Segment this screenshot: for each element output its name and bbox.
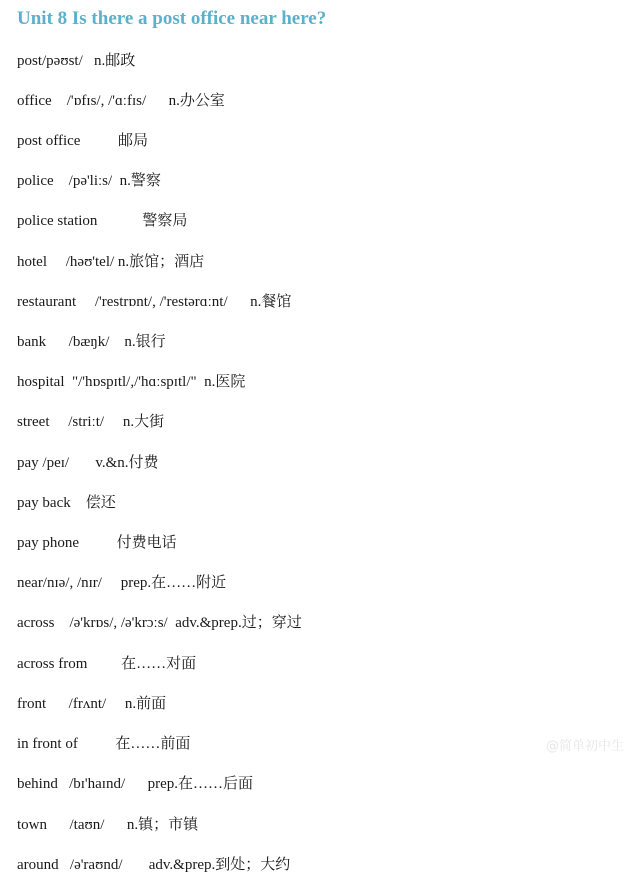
vocab-entry-behind: behind /bɪ'haɪnd/ prep.在……后面 <box>17 776 254 792</box>
vocab-entry-office: office /'ɒfɪs/, /'ɑːfɪs/ n.办公室 <box>17 93 225 109</box>
vocab-entry-across-from: across from 在……对面 <box>17 656 197 672</box>
vocab-entry-in-front-of: in front of 在……前面 <box>17 736 191 752</box>
vocab-entry-restaurant: restaurant /'restrɒnt/, /'restərɑːnt/ n.餐馆 <box>17 294 292 310</box>
vocab-entry-town: town /taʊn/ n.镇；市镇 <box>17 817 199 833</box>
vocab-entry-front: front /frʌnt/ n.前面 <box>17 696 167 712</box>
watermark: @简单初中生 <box>546 739 625 754</box>
vocab-entry-street: street /striːt/ n.大街 <box>17 414 165 430</box>
vocab-entry-hospital: hospital "/'hɒspɪtl/,/'hɑːspɪtl/" n.医院 <box>17 374 246 390</box>
vocab-entry-pay-back: pay back 偿还 <box>17 495 116 511</box>
vocab-entry-across: across /ə'krɒs/, /ə'krɔːs/ adv.&prep.过；穿过 <box>17 615 302 631</box>
vocab-entry-police: police /pə'liːs/ n.警察 <box>17 173 161 189</box>
vocab-entry-police-station: police station 警察局 <box>17 213 188 229</box>
vocab-entry-post-office: post office 邮局 <box>17 133 148 149</box>
vocab-entry-bank: bank /bæŋk/ n.银行 <box>17 334 166 350</box>
vocab-entry-post: post/pəʊst/ n.邮政 <box>17 53 136 69</box>
vocab-entry-hotel: hotel /həʊ'tel/ n.旅馆；酒店 <box>17 254 205 270</box>
vocab-entry-pay: pay /peɪ/ v.&n.付费 <box>17 455 159 471</box>
page-title: Unit 8 Is there a post office near here? <box>17 8 327 29</box>
vocab-entry-pay-phone: pay phone 付费电话 <box>17 535 177 551</box>
vocab-entry-around: around /ə'raʊnd/ adv.&prep.到处；大约 <box>17 857 291 873</box>
vocab-entry-near: near/nɪə/, /nɪr/ prep.在……附近 <box>17 575 227 591</box>
